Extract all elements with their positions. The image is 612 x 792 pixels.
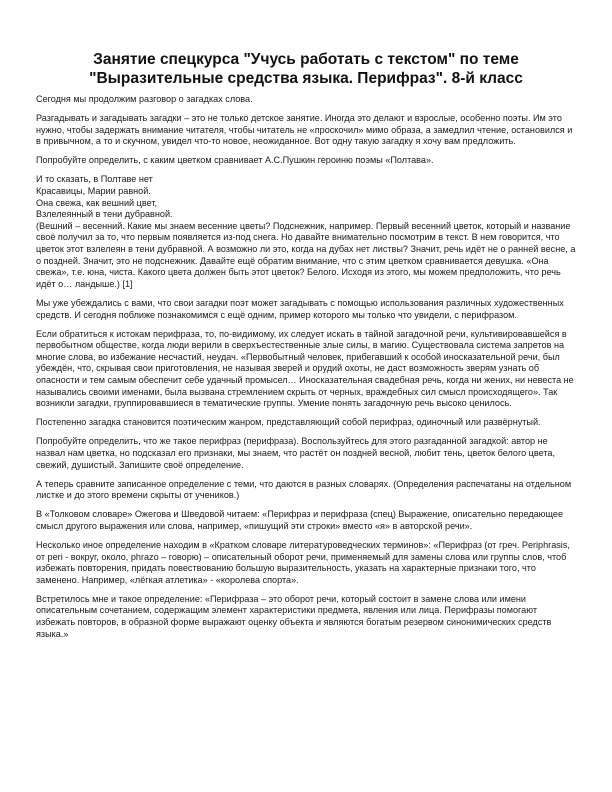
paragraph-explanation: (Вешний – весенний. Какие мы знаем весенние цветы? Подснежник, например. Первый весенний цветок, который и название своё получил за то, что первым появляется из-под снега. Но давайте внимательно посмотрим в текст. В нем говорится, что цветок этот взлелеян в тени дубравной. А возможно ли это, когда на дубах нет листвы? Значит, речь идёт не о ранней весне, а о поздней. Значит, это не подснежник. Давайте ещё обратим внимание, что с этим цветком сравнивается девушка. «Она свежа», т.е. юна, чиста. Какого цвета должен быть этот цветок? Белого. Исходя из этого, мы можем предположить, что речь идёт о… ландыше.) [1] [36,220,576,289]
paragraph-define-task: Попробуйте определить, что же такое перифраз (перифраза). Воспользуйтесь для этого разгаданной загадкой: автор не назвал нам цветка, но подсказал его признаки, мы знаем, что растёт он поздней весной, любит тень, цветок белого цвета, свежий, душистый. Запишите своё определение. [36,436,555,470]
paragraph-compare: А теперь сравните записанное определение с теми, что даются в разных словарях. (Определения распечатаны на отдельном листке и до этого времени скрыты от учеников.) [36,478,572,501]
poem-line: Взлелеянный в тени дубравной. [36,209,173,220]
poem-line: Она свежа, как вешний цвет, [36,197,158,208]
paragraph-riddles: Разгадывать и загадывать загадки – это не только детское занятие. Иногда это делают и взрослые, особенно поэты. Им это нужно, чтобы задержать внимание читателя, чтобы читатель не «проскочил» мимо образа, а замедлил чтение, остановился и в привычном, а то и скучном, увидел что-то новое, неожиданное. Вот одну такую загадку я хочу вам предложить. [36,113,573,147]
paragraph-ozhegov: В «Толковом словаре» Ожегова и Шведовой читаем: «Перифраз и перифраза (спец) Выражение, описательно передающее смысл другого выражения или слова, например, «пишущий эти строки» вместо «я» в авторской речи». [36,509,563,531]
poem-line: И то сказать, в Полтаве нет [36,174,153,185]
poem-line: Красавицы, Марии равной. [36,186,151,197]
paragraph-lit-terms: Несколько иное определение находим в «Кратком словаре литературоведческих терминов»: «Перифраз (от греч. Periphrasis, от peri - вокруг, около, phrazo – говорю) – описательный оборот речи, применяемый для замены слова или группы слов, чтоб избежать повторения, придать повествованию большую выразительность, указать на характерные признаки того, что заменено. Например, «лёгкая атлетика» - «королева спорта». [36,540,570,585]
paragraph-another-definition: Встретилось мне и такое определение: «Перифраза – это оборот речи, который состоит в замене слова или имени описательным сочетанием, содержащим элемент характеристики предмета, явления или лица. Перифразы помогают избежать повторов, в образной форме выражают оценку объекта и являются богатым резервом синонимических средств языка.» [36,593,552,639]
poem-quote [36,174,576,220]
paragraph-origins: Если обратиться к истокам перифраза, то, по-видимому, их следует искать в тайной загадочной речи, культивировавшейся в первобытном обществе, когда люди верили в сверхъестественные злые силы, в магию. Существовала система запретов на многие слова, во избежание несчастий, неудач. «Первобытный человек, прибегавший к особой иносказательной речи, был убеждён, что, скрывая свои приготовления, не называя зверей и орудий охоты, не даст возможность зверям узнать об опасности и тем самым обеспечит себе удачный промысел… Иносказательная свадебная речь, когда ни жених, ни невеста не назывались своими именами, была вызвана стремлением скрыть от черных, враждебных сил смысл происходящего». Так возникли загадки, группировавшиеся в тематические группы. Умение понять загадочную речь высоко ценилось. [36,328,574,409]
paragraph-periphrasis-intro: Мы уже убеждались с вами, что свои загадки поэт может загадывать с помощью использования различных художественных средств. И сегодня поближе познакомимся с ещё одним, пример которого мы только что увидели, с перифразом. [36,297,564,320]
paragraph-intro: Сегодня мы продолжим разговор о загадках слова. [36,94,253,104]
paragraph-question: Попробуйте определить, с каким цветком сравнивает А.С.Пушкин героиню поэмы «Полтава». [36,155,434,166]
document-title: Занятие спецкурса "Учусь работать с текстом" по теме "Выразительные средства языка. Перифраз". 8-й класс [89,51,523,87]
paragraph-genre: Постепенно загадка становится поэтическим жанром, представляющий собой перифраз, одиночный или развёрнутый. [36,417,541,428]
